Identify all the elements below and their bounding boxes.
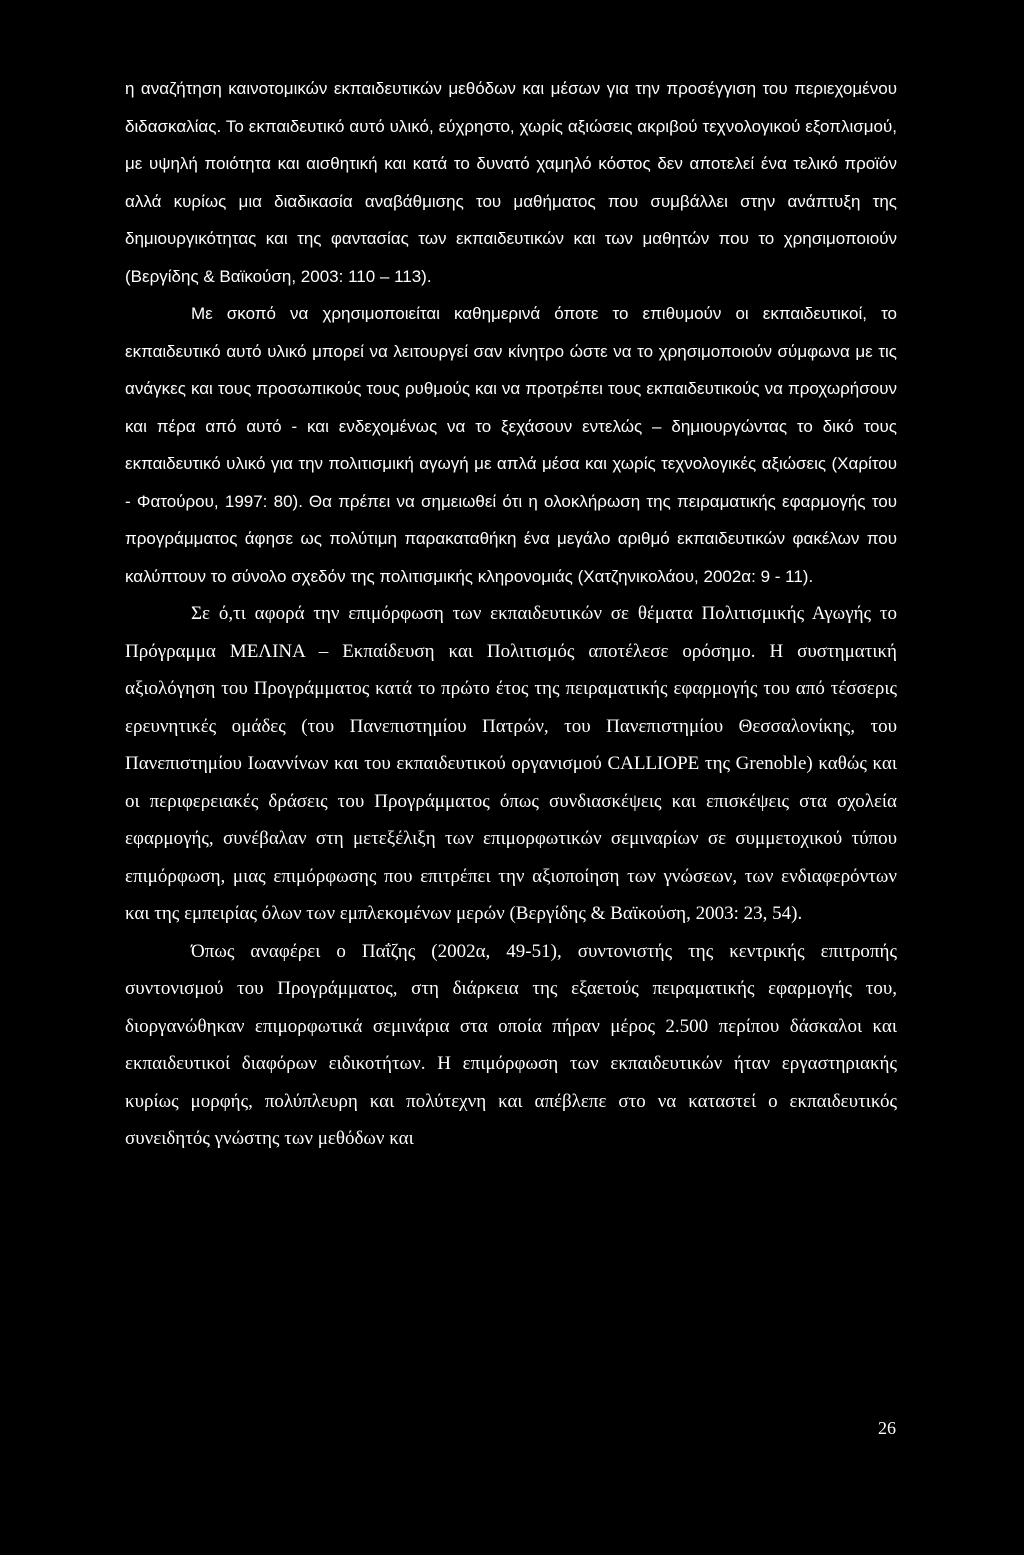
- paragraph-1: [125, 70, 897, 295]
- paragraph-2-sentence-2: Θα πρέπει να σημειωθεί ότι η ολοκλήρωση της πειραματικής εφαρμογής του προγράμματος άφησε ως πολύτιμη παρακαταθήκη ένα μεγάλο αριθμό εκπαιδευτικών φακέλων που καλύπτουν το σύνολο σχεδόν της πολιτισμικής κληρονομιάς (Χατζηνικολάου, 2002α: 9 - 11).: [125, 491, 897, 586]
- paragraph-1-sentence-1: η αναζήτηση καινοτομικών εκπαιδευτικών μεθόδων και μέσων για την προσέγγιση του περιεχομένου διδασκαλίας.: [125, 79, 897, 136]
- paragraph-2-sentence-1: Με σκοπό να χρησιμοποιείται καθημερινά όποτε το επιθυμούν οι εκπαιδευτικοί, το εκπαιδευτικό αυτό υλικό μπορεί να λειτουργεί σαν κίνητρο ώστε να το χρησιμοποιούν σύμφωνα με τις ανάγκες και τους προσωπικούς τους ρυθμούς και να προτρέπει τους εκπαιδευτικούς να προχωρήσουν και πέρα από αυτό - και ενδεχομένως να το ξεχάσουν εντελώς – δημιουργώντας το δικό τους εκπαιδευτικό υλικό για την πολιτισμική αγωγή με απλά μέσα και χωρίς τεχνολογικές αξιώσεις (Χαρίτου - Φατούρου, 1997: 80).: [125, 304, 897, 511]
- paragraph-1-sentence-2: Το εκπαιδευτικό αυτό υλικό, εύχρηστο, χωρίς αξιώσεις ακριβού τεχνολογικού εξοπλισμού, με υψηλή ποιότητα και αισθητική και κατά το δυνατό χαμηλό κόστος δεν αποτελεί ένα τελικό προϊόν αλλά κυρίως μια διαδικασία αναβάθμισης του μαθήματος που συμβάλλει στην ανάπτυξη της δημιουργικότητας και της φαντασίας των εκπαιδευτικών και των μαθητών που το χρησιμοποιούν (Βεργίδης & Βαϊκούση, 2003: 110 – 113).: [125, 116, 898, 286]
- page-number: 26: [878, 1418, 896, 1438]
- paragraph-4: Όπως αναφέρει ο Παΐζης (2002α, 49-51), συντονιστής της κεντρικής επιτροπής συντονισμού του Προγράμματος, στη διάρκεια της εξαετούς πειραματικής εφαρμογής του, διοργανώθηκαν επιμορφωτικά σεμινάρια στα οποία πήραν μέρος 2.500 περίπου δάσκαλοι και εκπαιδευτικοί διαφόρων ειδικοτήτων. Η επιμόρφωση των εκπαιδευτικών ήταν εργαστηριακής κυρίως μορφής, πολύπλευρη και πολύτεχνη και απέβλεπε στο να καταστεί ο εκπαιδευτικός συνειδητός γνώστης των μεθόδων και: [125, 940, 897, 1149]
- paragraph-3: Σε ό,τι αφορά την επιμόρφωση των εκπαιδευτικών σε θέματα Πολιτισμικής Αγωγής το Πρόγραμμα ΜΕΛΙΝΑ – Εκπαίδευση και Πολιτισμός αποτέλεσε ορόσημο. Η συστηματική αξιολόγηση του Προγράμματος κατά το πρώτο έτος της πειραματικής εφαρμογής του από τέσσερις ερευνητικές ομάδες (του Πανεπιστημίου Πατρών, του Πανεπιστημίου Θεσσαλονίκης, του Πανεπιστημίου Ιωαννίνων και του εκπαιδευτικού οργανισμού CALLIOPE της Grenoble) καθώς και οι περιφερειακές δράσεις του Προγράμματος όπως συνδιασκέψεις και επισκέψεις στα σχολεία εφαρμογής, συνέβαλαν στη μετεξέλιξη των επιμορφωτικών σεμιναρίων σε συμμετοχικού τύπου επιμόρφωση, μιας επιμόρφωσης που επιτρέπει την αξιοποίηση των γνώσεων, των ενδιαφερόντων και της εμπειρίας όλων των εμπλεκομένων μερών (Βεργίδης & Βαϊκούση, 2003: 23, 54).: [125, 603, 897, 924]
- body-text: [125, 70, 897, 1158]
- paragraph-2: [125, 295, 897, 595]
